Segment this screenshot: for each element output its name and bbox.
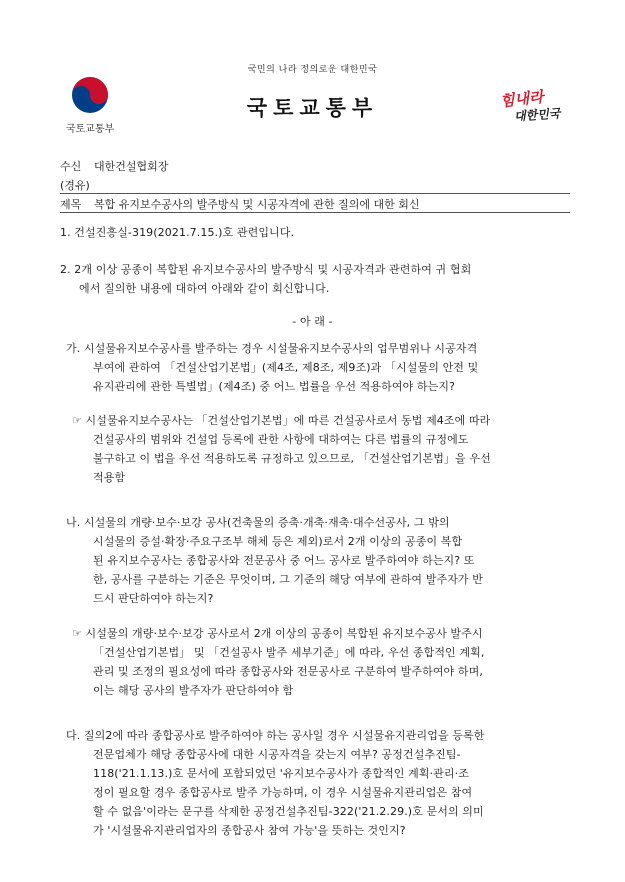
calligraphy-line-1: 힘내라	[499, 87, 545, 111]
ministry-title: 국토교통부	[246, 96, 379, 120]
slogan: 국민의 나라 정의로운 대한민국	[247, 65, 378, 75]
item-ga-answer-line-3: 불구하고 이 법을 우선 적용하도록 규정하고 있으므로, 「건설산업기본법」을 우선	[93, 452, 491, 465]
paragraph-2-line-1: 2. 2개 이상 공종이 복합된 유지보수공사의 발주방식 및 시공자격과 관련하여 귀 협회	[60, 263, 472, 276]
logo-text: 국토교통부	[65, 124, 115, 135]
item-ga-question-line-1: 가. 시설물유지보수공사를 발주하는 경우 시설물유지보수공사의 업무범위나 시공자격	[66, 342, 478, 355]
calligraphy-slogan	[496, 86, 566, 130]
recipient-row	[60, 158, 168, 174]
item-da-question-line-2: 전문업체가 해당 종합공사에 대한 시공자격을 갖는지 여부? 공정건설추진팀-	[93, 748, 461, 761]
recipient-value: 대한건설협회장	[94, 160, 169, 173]
item-na-question-line-3: 된 유지보수공사는 종합공사와 전문공사 중 어느 공사로 발주하여야 하는지? 또	[93, 554, 475, 567]
paragraph-1: 1. 건설진흥실-319(2021.7.15.)호 관련입니다.	[60, 226, 295, 239]
recipient-label: 수신	[60, 160, 82, 173]
item-ga-question-line-2: 부여에 관하여 「건설산업기본법」(제4조, 제8조, 제9조)과 「시설물의 안전 및	[93, 361, 479, 374]
divider-top	[60, 193, 570, 194]
via-label: (경유)	[60, 179, 90, 192]
item-da-question-line-5: 할 수 없음'이라는 문구를 삭제한 공정건설추진팀-322('21.2.29.)호 문서의 의미	[93, 805, 484, 818]
item-na-question-line-2: 시설물의 증설·확장·주요구조부 해체 등은 제외)로서 2개 이상의 공종이 복합	[93, 535, 463, 548]
item-na-answer-line-1: ☞ 시설물의 개량·보수·보강 공사로서 2개 이상의 공종이 복합된 유지보수공사 발주시	[72, 627, 483, 640]
item-ga-question-line-3: 유지관리에 관한 특별법」(제4조) 중 어느 법률을 우선 적용하여야 하는지?	[93, 380, 456, 393]
arae-heading: - 아 래 -	[292, 315, 333, 328]
paragraph-2-line-2: 에서 질의한 내용에 대하여 아래와 같이 회신합니다.	[79, 282, 330, 295]
item-ga-answer-line-2: 건설공사의 범위와 건설업 등록에 관한 사항에 대하여는 다른 법률의 규정에도	[93, 433, 469, 446]
item-ga-answer-line-4: 적용함	[93, 471, 126, 484]
item-da-question-line-4: 정이 필요할 경우 종합공사로 발주 가능하며, 이 경우 시설물유지관리업은 참여	[93, 786, 473, 799]
item-da-question-line-6: 가 '시설물유지관리업자의 종합공사 참여 가능'을 뜻하는 것인지?	[93, 824, 406, 837]
item-ga-answer-line-1: ☞ 시설물유지보수공사는 「건설산업기본법」에 따른 건설공사로서 동법 제4조에 따라	[72, 414, 491, 427]
divider-bottom	[60, 212, 570, 213]
via-row	[60, 177, 90, 193]
item-na-answer-line-4: 이는 해당 공사의 발주자가 판단하여야 함	[93, 684, 294, 697]
item-na-question-line-4: 한, 공사를 구분하는 기준은 무엇이며, 그 기준의 해당 여부에 관하여 발주자가 반	[93, 573, 483, 586]
subject-row	[60, 196, 420, 212]
item-na-question-line-5: 드시 판단하여야 하는지?	[93, 592, 214, 605]
item-na-answer-line-2: 「건설산업기본법」 및 「건설공사 발주 세부기준」에 따라, 우선 종합적인 계획,	[93, 646, 485, 659]
item-na-answer-line-3: 관리 및 조정의 필요성에 따라 종합공사와 전문공사로 구분하여 발주하여야 하며,	[93, 665, 483, 678]
subject-label: 제목	[60, 198, 82, 211]
item-na-question-line-1: 나. 시설물의 개량·보수·보강 공사(건축물의 증축·개축·재축·대수선공사, 그 밖의	[66, 516, 450, 529]
item-da-question-line-1: 다. 질의2에 따라 종합공사로 발주하여야 하는 공사일 경우 시설물유지관리업을 등록한	[66, 729, 485, 742]
calligraphy-line-2: 대한민국	[513, 106, 561, 124]
subject-value: 복합 유지보수공사의 발주방식 및 시공자격에 관한 질의에 대한 회신	[94, 198, 420, 211]
item-da-question-line-3: 118('21.1.13.)호 문서에 포함되었던 '유지보수공사가 종합적인 계획·관리·조	[93, 767, 469, 780]
